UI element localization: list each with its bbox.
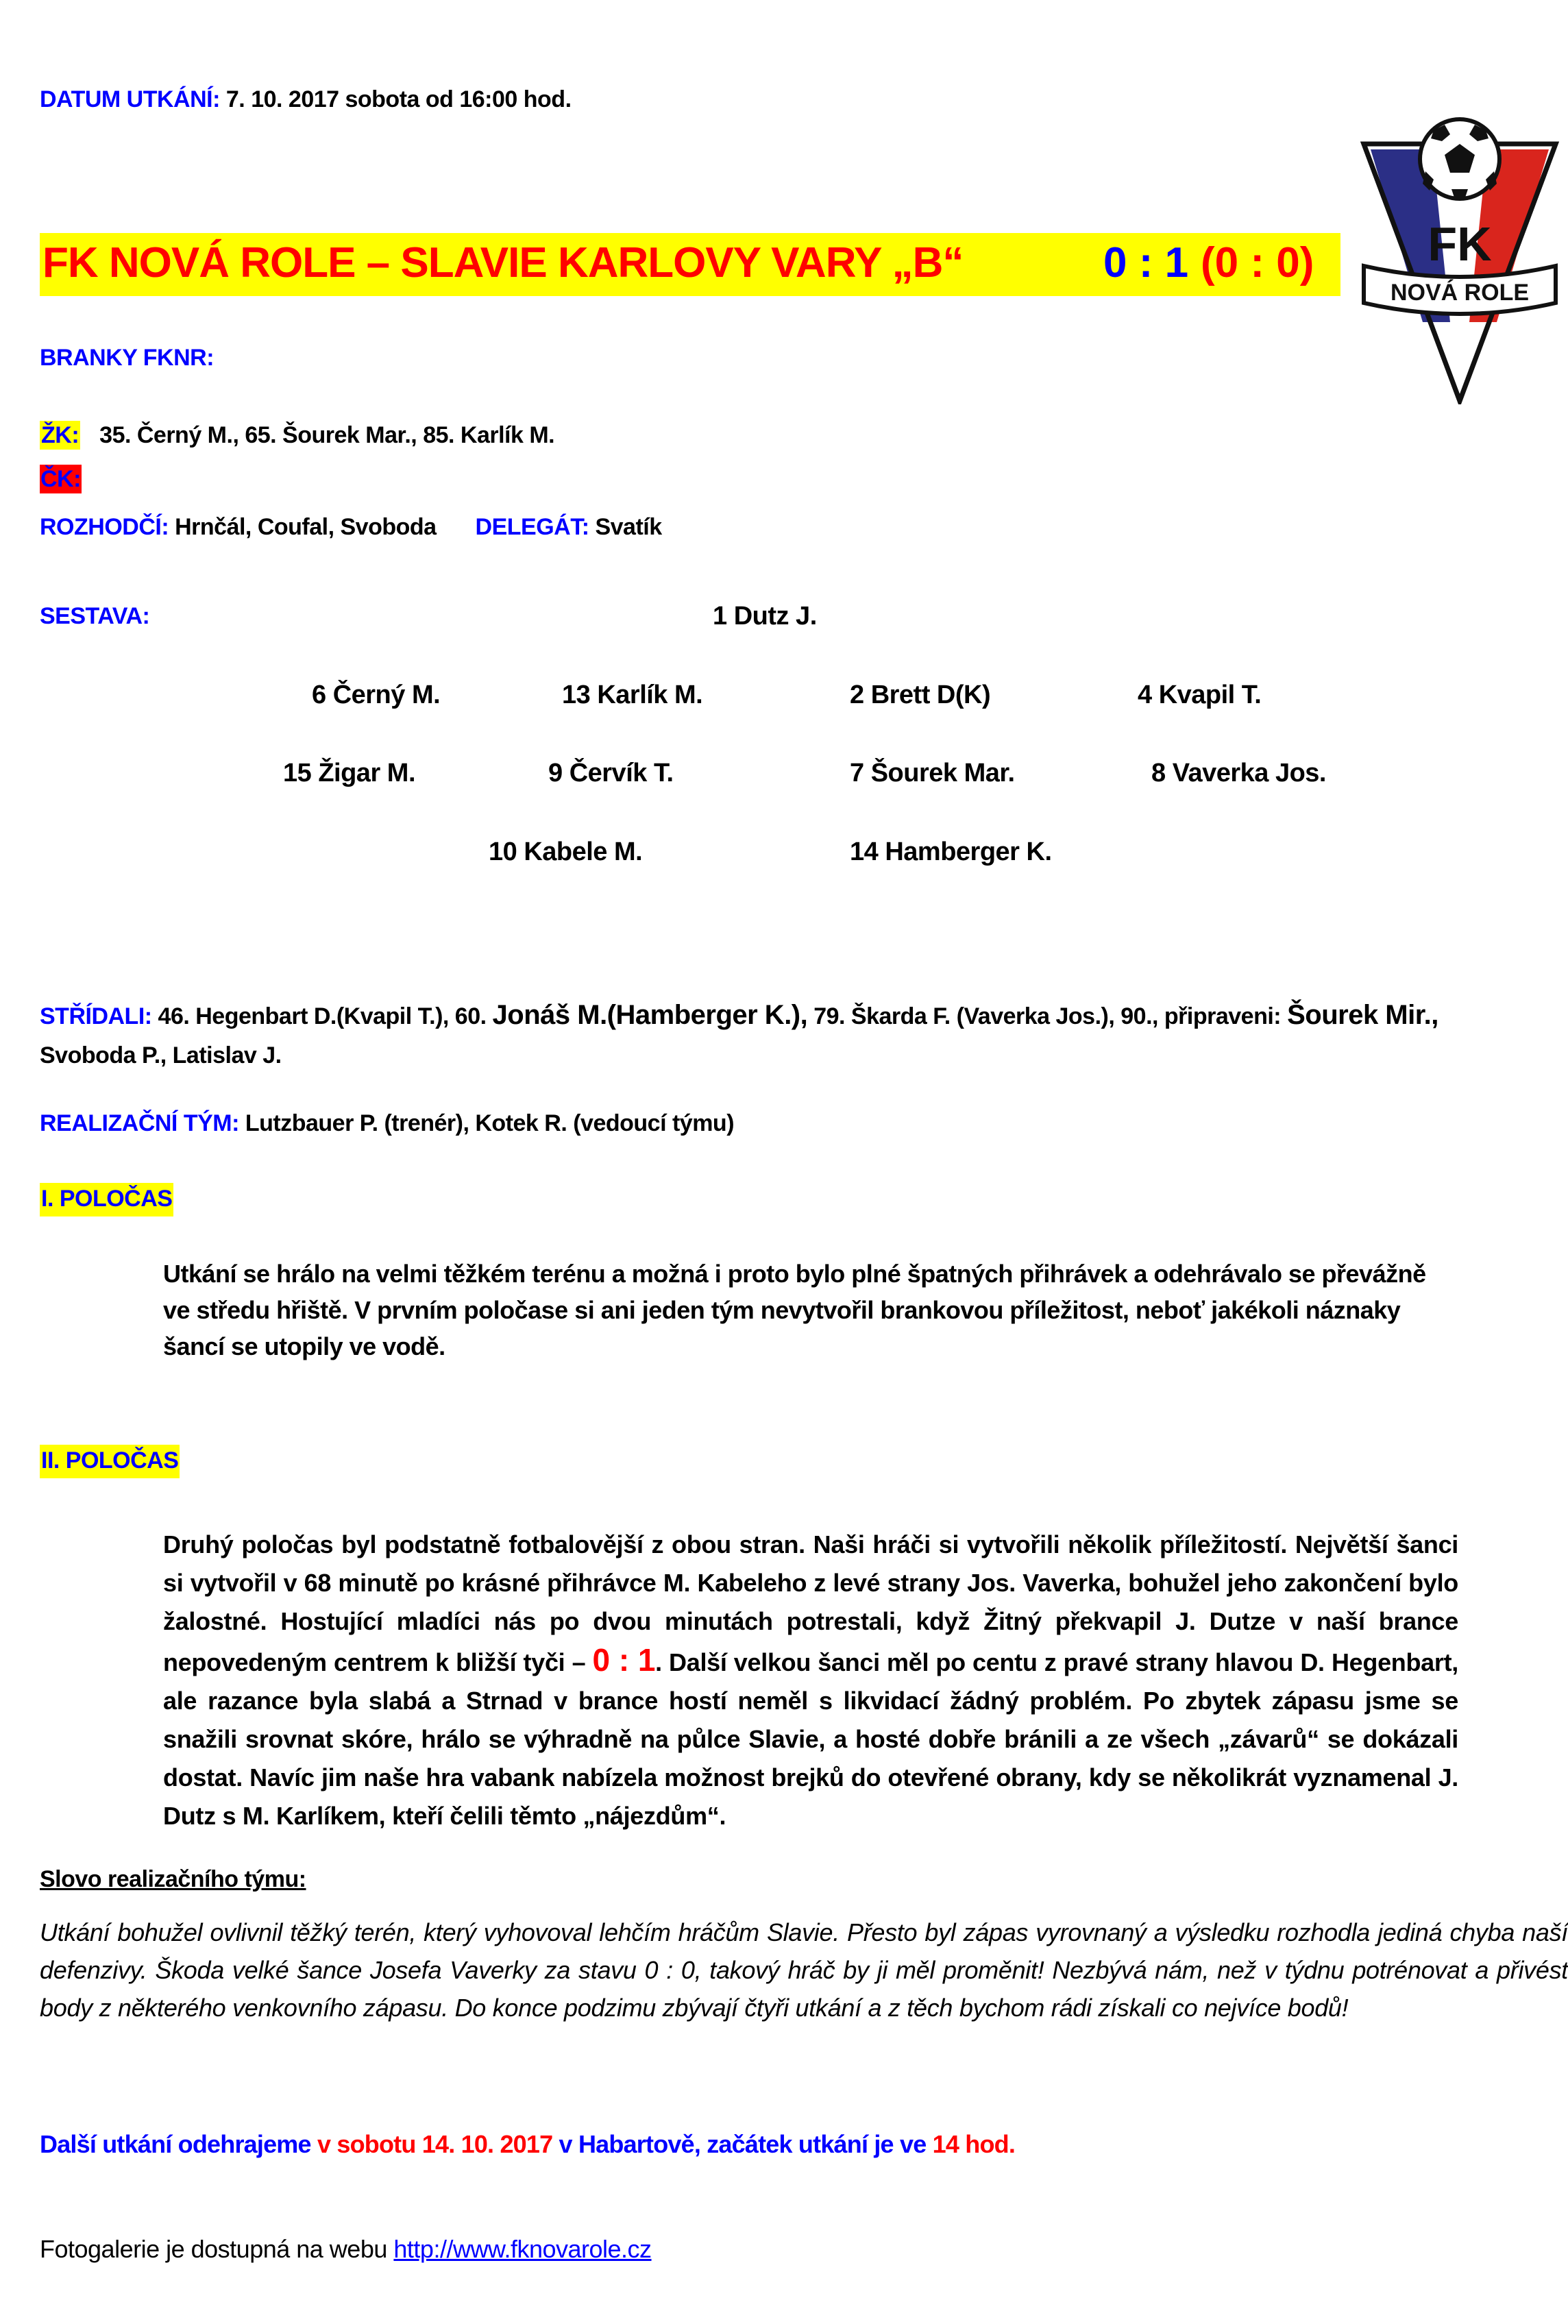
gallery-link[interactable]: http://www.fknovarole.cz bbox=[393, 2235, 652, 2263]
team-word-heading: Slovo realizačního týmu: bbox=[40, 1866, 306, 1892]
second-half-text-before: Druhý poločas byl podstatně fotbalovější z obou stran. Naši hráči si vytvořili několik příležitostí. Největší šanci si vytvořil v 68 minutě po krásné přihrávce M. Kabeleho z levé strany Jos. Vaverka, bohužel jeho zakončení bylo žalostné. Hostující mladíci nás po dvou minutách potrestali, když Žitný překvapil J. Dutze v naší brance nepovedeným centrem k bližší tyči – bbox=[163, 1530, 1458, 1676]
referees-label: ROZHODČÍ: bbox=[40, 514, 169, 540]
officials-row bbox=[40, 514, 662, 541]
substitutions-part2: Jonáš M.(Hamberger K.), bbox=[492, 1000, 808, 1030]
gallery-row bbox=[40, 2235, 652, 2264]
next-match-part1: Další utkání odehrajeme bbox=[40, 2130, 311, 2158]
first-half-report: Utkání se hrálo na velmi těžkém terénu a možná i proto bylo plné špatných přihrávek a odehrávalo se převážně ve středu hřiště. V prvním poločase si ani jeden tým nevytvořil brankovou příležitost, neboť jakékoli náznaky šancí se utopily ve vodě. bbox=[163, 1260, 1426, 1360]
player-midfielder: 9 Červík T. bbox=[548, 759, 674, 787]
player-goalkeeper: 1 Dutz J. bbox=[713, 602, 817, 631]
player-defender: 4 Kvapil T. bbox=[1138, 681, 1262, 709]
yellow-cards-row bbox=[40, 422, 554, 449]
halftime-score: (0 : 0) bbox=[1201, 239, 1314, 286]
staff-row bbox=[40, 1110, 734, 1137]
player-midfielder: 8 Vaverka Jos. bbox=[1151, 759, 1326, 787]
substitutions bbox=[40, 996, 1479, 1075]
yellow-cards-label: ŽK: bbox=[41, 422, 79, 448]
gallery-text: Fotogalerie je dostupná na webu bbox=[40, 2235, 387, 2263]
player-midfielder: 15 Žigar M. bbox=[283, 759, 415, 787]
club-crest-icon bbox=[1357, 117, 1563, 404]
match-date-value: 7. 10. 2017 sobota od 16:00 hod. bbox=[225, 86, 572, 112]
second-half-report bbox=[163, 1526, 1458, 1835]
substitutions-part5: Svoboda P., Latislav J. bbox=[40, 1042, 282, 1068]
logo-fk-text: FK bbox=[1428, 217, 1492, 271]
delegate-value: Svatík bbox=[595, 514, 662, 540]
second-half-score: 0 : 1 bbox=[592, 1642, 656, 1678]
substitutions-part1: 46. Hegenbart D.(Kvapil T.), 60. bbox=[158, 1003, 487, 1029]
next-match-date: v sobotu 14. 10. 2017 bbox=[317, 2130, 553, 2158]
second-half-heading: II. POLOČAS bbox=[40, 1445, 180, 1478]
player-defender: 2 Brett D(K) bbox=[850, 681, 991, 709]
red-cards-row bbox=[40, 466, 82, 493]
match-date-colon: : bbox=[212, 86, 220, 112]
goals-label: BRANKY FKNR: bbox=[40, 345, 215, 371]
staff-value: Lutzbauer P. (trenér), Kotek R. (vedoucí týmu) bbox=[245, 1110, 735, 1136]
next-match-time: 14 hod. bbox=[932, 2130, 1016, 2158]
substitutions-label: STŘÍDALI: bbox=[40, 1003, 152, 1029]
final-score: 0 : 1 bbox=[1103, 239, 1189, 286]
delegate-label: DELEGÁT: bbox=[475, 514, 589, 540]
red-cards-label: ČK: bbox=[40, 466, 81, 492]
player-defender: 13 Karlík M. bbox=[562, 681, 703, 709]
match-title: FK NOVÁ ROLE – SLAVIE KARLOVY VARY „B“ bbox=[42, 239, 964, 286]
yellow-cards-value: 35. Černý M., 65. Šourek Mar., 85. Karlík M. bbox=[99, 422, 555, 448]
next-match bbox=[40, 2130, 1015, 2159]
next-match-part3: v Habartově, začátek utkání je ve bbox=[559, 2130, 927, 2158]
substitutions-part3: 79. Škarda F. (Vaverka Jos.), 90., připraveni: bbox=[813, 1003, 1282, 1029]
club-logo bbox=[1357, 117, 1563, 404]
lineup-label: SESTAVA: bbox=[40, 603, 150, 629]
logo-banner-text: NOVÁ ROLE bbox=[1390, 280, 1530, 306]
second-half-text-after: . Další velkou šanci měl po centu z pravé strany hlavou D. Hegenbart, ale razance byla slabá a Strnad v brance hostí neměl s likvidací žádný problém. Po zbytek zápasu jsme se snažili srovnat skóre, hrálo se výhradně na půlce Slavie, a hosté dobře bránili a ze všech „závarů“ se dokázali dostat. Navíc jim naše hra vabank nabízela možnost brejků do otevřené obrany, kdy se několikrát vyznamenal J. Dutz s M. Karlíkem, kteří čelili těmto „nájezdům“. bbox=[163, 1648, 1458, 1830]
team-word-text: Utkání bohužel ovlivnil těžký terén, který vyhovoval lehčím hráčům Slavie. Přesto byl zápas vyrovnaný a výsledku rozhodla jediná chyba naší defenzivy. Škoda velké šance Josefa Vaverky za stavu 0 : 0, takový hráč by ji měl proměnit! Nezbývá nám, než v týdnu potrénovat a přivést body z některého venkovního zápasu. Do konce podzimu zbývají čtyři utkání a z těch bychom rádi získali co nejvíce bodů! bbox=[40, 1918, 1568, 2022]
substitutions-part4: Šourek Mir., bbox=[1287, 1000, 1438, 1030]
player-forward: 14 Hamberger K. bbox=[850, 837, 1052, 866]
match-date-label: DATUM UTKÁNÍ bbox=[40, 86, 213, 112]
player-forward: 10 Kabele M. bbox=[489, 837, 643, 866]
first-half-heading: I. POLOČAS bbox=[40, 1183, 173, 1216]
staff-label: REALIZAČNÍ TÝM: bbox=[40, 1110, 239, 1136]
referees-value: Hrnčál, Coufal, Svoboda bbox=[175, 514, 437, 540]
player-defender: 6 Černý M. bbox=[312, 681, 441, 709]
player-midfielder: 7 Šourek Mar. bbox=[850, 759, 1015, 787]
match-date bbox=[40, 86, 572, 113]
